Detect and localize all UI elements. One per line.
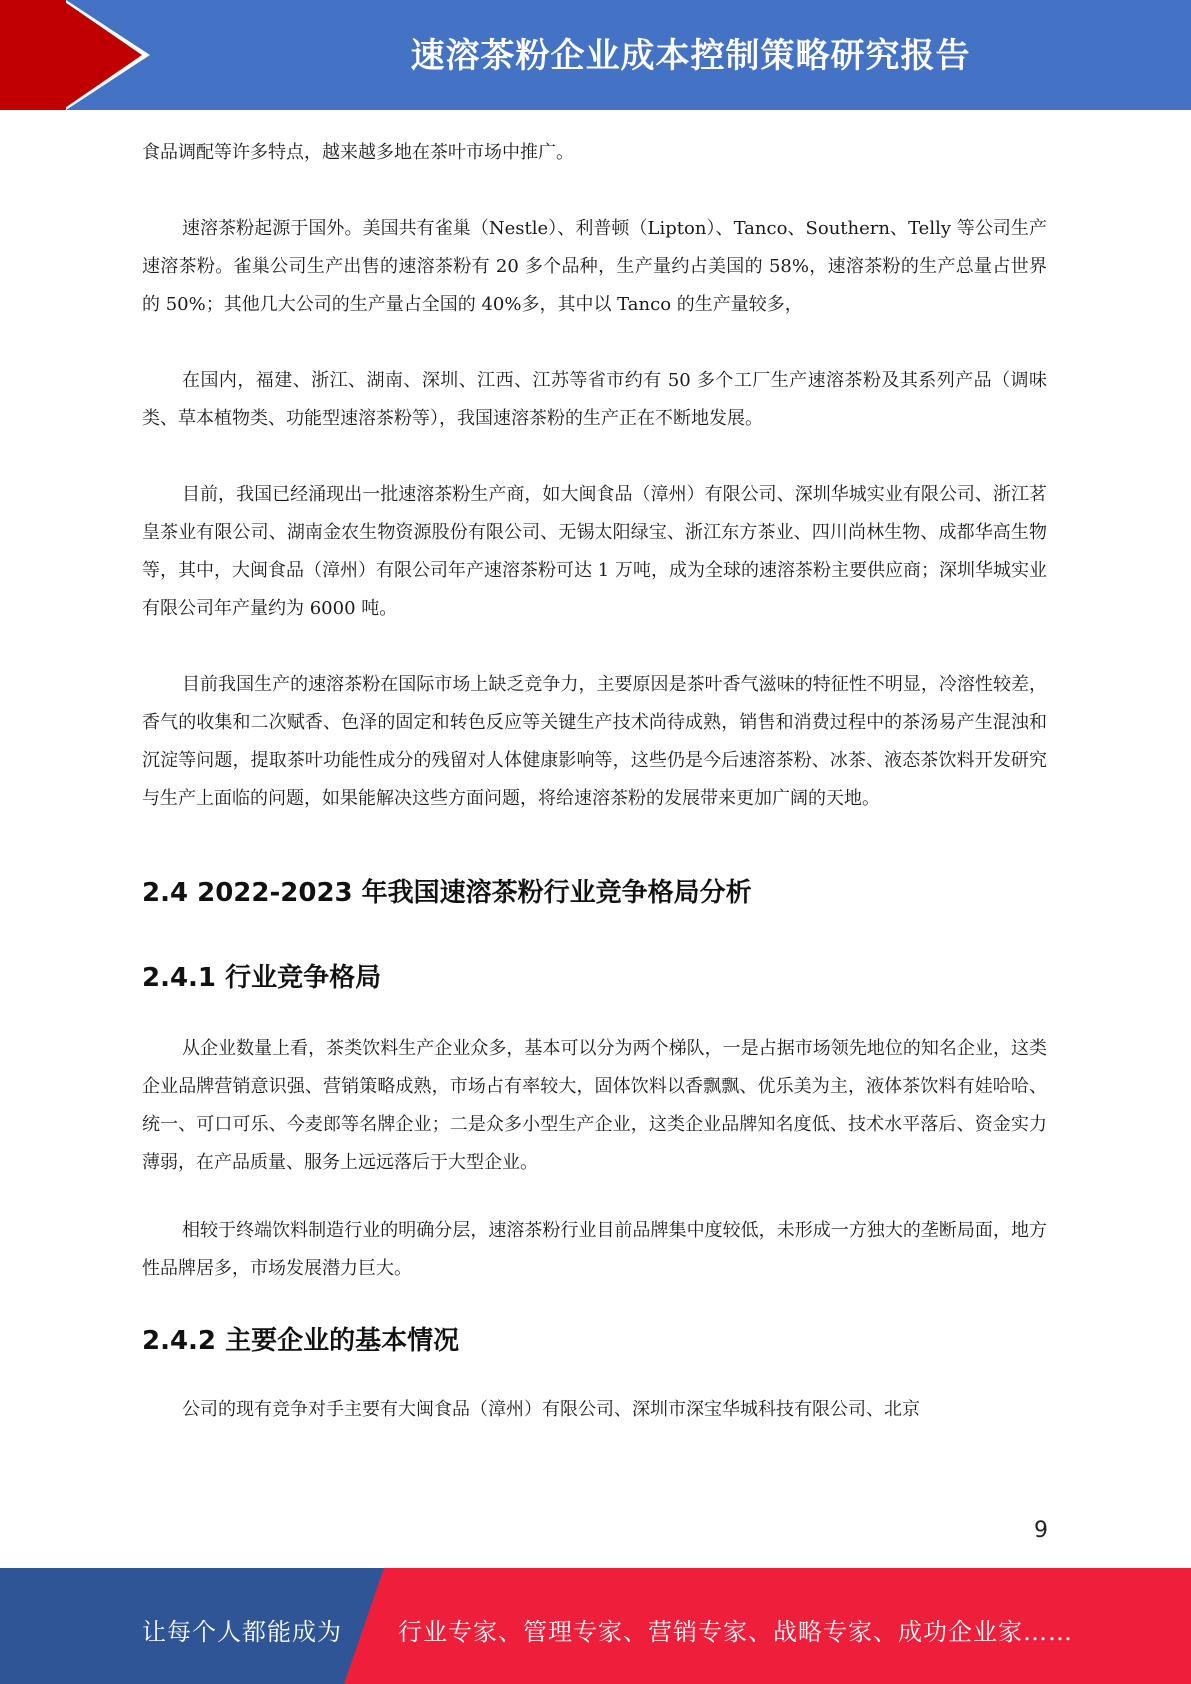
section-heading-2-4-1: 2.4.1 行业竞争格局 xyxy=(142,963,382,993)
page-header xyxy=(0,0,1191,110)
page-footer xyxy=(0,1568,1191,1684)
paragraph-4: 目前，我国已经涌现出一批速溶茶粉生产商，如大闽食品（漳州）有限公司、深圳华城实业有限公司、浙江茗皇茶业有限公司、湖南金农生物资源股份有限公司、无锡太阳绿宝、浙江东方茶业、四川尚林生物、成都华高生物等，其中，大闽食品（漳州）有限公司年产速溶茶粉可达 1 万吨，成为全球的速溶茶粉主要供应商；深圳华城实业有限公司年产量约为 6000 吨。 xyxy=(142,484,1047,619)
header-red-block xyxy=(0,0,66,110)
paragraph-2: 速溶茶粉起源于国外。美国共有雀巢（Nestle）、利普顿（Lipton）、Tanco、Southern、Telly 等公司生产速溶茶粉。雀巢公司生产出售的速溶茶粉有 20 多个品种，生产量约占美国的 58%，速溶茶粉的生产总量占世界的 50%；其他几大公司的生产量占全国的 40%多，其中以 Tanco 的生产量较多， xyxy=(142,218,1047,315)
footer-slogan-right: 行业专家、管理专家、营销专家、战略专家、成功企业家…… xyxy=(398,1618,1073,1646)
header-chevron-red xyxy=(62,0,142,110)
page-number: 9 xyxy=(1034,1518,1048,1543)
footer-slogan-left: 让每个人都能成为 xyxy=(142,1618,342,1646)
section-heading-2-4: 2.4 2022-2023 年我国速溶茶粉行业竞争格局分析 xyxy=(142,878,752,908)
paragraph-3: 在国内，福建、浙江、湖南、深圳、江西、江苏等省市约有 50 多个工厂生产速溶茶粉及其系列产品（调味类、草本植物类、功能型速溶茶粉等），我国速溶茶粉的生产正在不断地发展。 xyxy=(142,370,1047,429)
paragraph-7: 相较于终端饮料制造行业的明确分层，速溶茶粉行业目前品牌集中度较低，未形成一方独大的垄断局面，地方性品牌居多，市场发展潜力巨大。 xyxy=(142,1220,1047,1279)
paragraph-1: 食品调配等许多特点，越来越多地在茶叶市场中推广。 xyxy=(142,142,574,163)
section-heading-2-4-2: 2.4.2 主要企业的基本情况 xyxy=(142,1326,460,1356)
paragraph-6: 从企业数量上看，茶类饮料生产企业众多，基本可以分为两个梯队，一是占据市场领先地位的知名企业，这类企业品牌营销意识强、营销策略成熟，市场占有率较大，固体饮料以香飘飘、优乐美为主，液体茶饮料有娃哈哈、统一、可口可乐、今麦郎等名牌企业；二是众多小型生产企业，这类企业品牌知名度低、技术水平落后、资金实力薄弱，在产品质量、服务上远远落后于大型企业。 xyxy=(142,1038,1047,1173)
paragraph-8: 公司的现有竞争对手主要有大闽食品（漳州）有限公司、深圳市深宝华城科技有限公司、北京 xyxy=(182,1399,920,1420)
page-content xyxy=(142,134,1047,1429)
header-title: 速溶茶粉企业成本控制策略研究报告 xyxy=(410,36,971,76)
paragraph-5: 目前我国生产的速溶茶粉在国际市场上缺乏竞争力，主要原因是茶叶香气滋味的特征性不明显，冷溶性较差，香气的收集和二次赋香、色泽的固定和转色反应等关键生产技术尚待成熟，销售和消费过程中的茶汤易产生混浊和沉淀等问题，提取茶叶功能性成分的残留对人体健康影响等，这些仍是今后速溶茶粉、冰茶、液态茶饮料开发研究与生产上面临的问题，如果能解决这些方面问题，将给速溶茶粉的发展带来更加广阔的天地。 xyxy=(142,674,1047,809)
